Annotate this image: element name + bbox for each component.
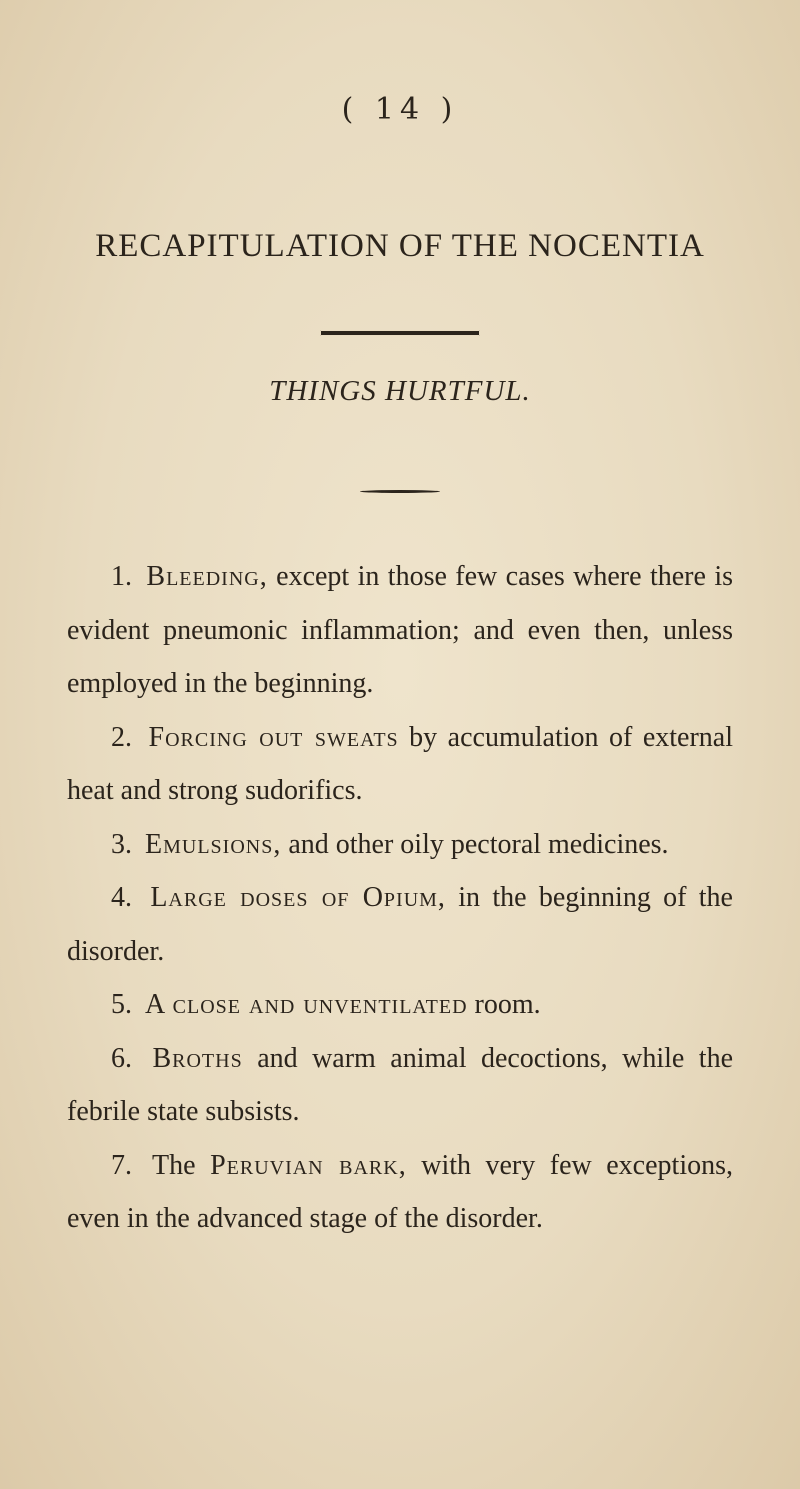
item-heading: Forcing out sweats xyxy=(148,721,399,753)
item-heading: Bleeding, xyxy=(146,561,268,592)
item-heading: Broths xyxy=(152,1042,243,1074)
ornamental-rule-small xyxy=(360,490,440,493)
item-number: 7. xyxy=(111,1149,132,1181)
ornamental-rule xyxy=(320,330,480,336)
page-number: ( 14 ) xyxy=(341,92,459,127)
item-number: 3. xyxy=(111,828,132,860)
item-heading: A close and unventilated xyxy=(145,989,468,1020)
list-item xyxy=(67,871,733,978)
page-title: RECAPITULATION OF THE NOCENTIA xyxy=(95,228,705,264)
item-text: with very few exceptions, even in the advanced stage of the disorder. xyxy=(67,1149,733,1234)
item-text: room. xyxy=(474,989,541,1020)
list-item xyxy=(67,550,733,711)
item-number: 4. xyxy=(111,882,132,913)
list-item xyxy=(67,1032,733,1139)
item-text: and warm animal decoctions, while the febrile state subsists. xyxy=(67,1042,734,1127)
item-heading-prefix: The xyxy=(152,1149,196,1181)
section-subtitle: THINGS HURTFUL. xyxy=(269,375,531,407)
item-heading: Emulsions, xyxy=(145,828,282,860)
item-number: 6. xyxy=(111,1042,132,1074)
list-item xyxy=(67,978,733,1032)
item-number: 5. xyxy=(111,989,132,1020)
item-text: by accumulation of external heat and strong sudorifics. xyxy=(67,721,734,806)
item-text: in the beginning of the disorder. xyxy=(67,882,733,967)
item-text: and other oily pectoral medicines. xyxy=(288,828,669,860)
list-body xyxy=(67,550,733,1246)
item-number: 1. xyxy=(111,561,132,592)
list-item xyxy=(67,711,733,818)
item-text: except in those few cases where there is evident pneumonic inflammation; and even then, unless employed in the beginning. xyxy=(67,561,734,699)
item-heading: Peruvian bark, xyxy=(210,1149,407,1181)
item-number: 2. xyxy=(111,721,132,753)
list-item xyxy=(67,1139,733,1246)
item-heading: Large doses of Opium, xyxy=(150,882,446,913)
list-item xyxy=(67,818,733,872)
